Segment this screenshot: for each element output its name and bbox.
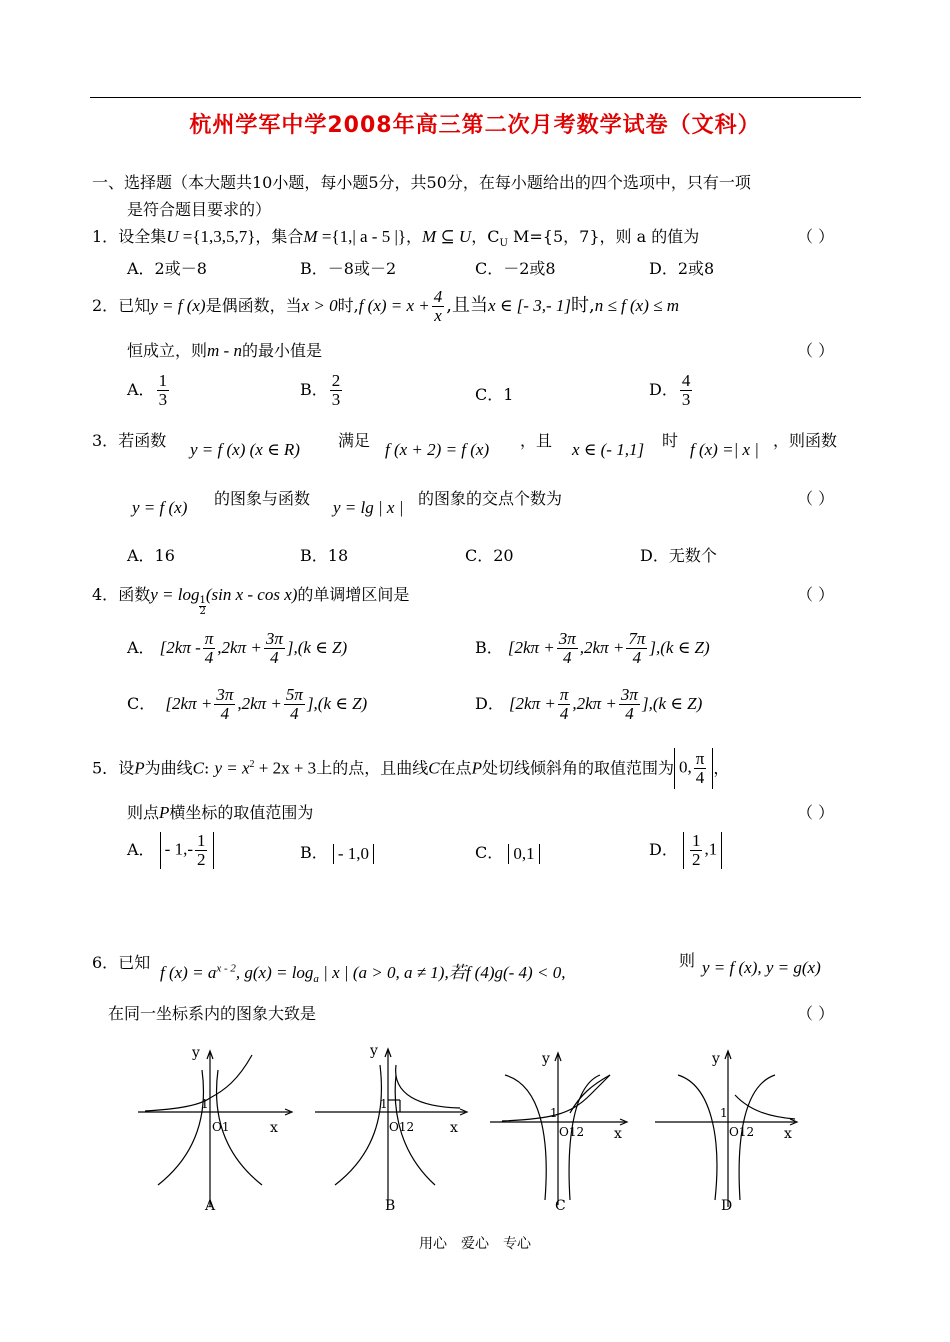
question-1: 1．设全集U ={1,3,5,7}，集合M ={1,| a - 5 |}，M ⊆ U，$C_U$ M={5，7}，则 a 的值为 xyxy=(92,227,700,250)
q3-option-a[interactable]: A．16 xyxy=(127,546,175,565)
q3-option-c[interactable]: C．20 xyxy=(465,546,514,565)
graph-c-y-label: y xyxy=(542,1051,550,1067)
q5-option-c[interactable]: C． 0,1 xyxy=(475,840,540,864)
question-4: 4．函数y = log $\frac{1}{2}$ (sin x - cos x)的单调增区间是 xyxy=(92,585,410,617)
graph-c-origin: O12 xyxy=(559,1125,585,1139)
graph-d-y-label: y xyxy=(712,1051,720,1067)
page-title: 杭州学军中学2008年高三第二次月考数学试卷（文科） xyxy=(189,113,761,138)
q1-option-a[interactable]: A．2或－8 xyxy=(127,259,207,278)
answer-blank-3[interactable]: （ ） xyxy=(797,489,835,508)
section-header: 一、选择题（本大题共10小题，每小题5分，共50分，在每小题给出的四个选项中，只有一项 xyxy=(92,173,751,192)
question-2-cont: 恒成立，则m - n的最小值是 xyxy=(127,341,322,360)
graph-a-y-label: y xyxy=(192,1045,200,1061)
graph-d-exp-curve xyxy=(735,1095,795,1119)
answer-blank-2[interactable]: （ ） xyxy=(797,341,835,360)
graph-d xyxy=(655,1051,797,1207)
q3-expr-4: f (x) =| x | xyxy=(690,440,759,459)
page-footer: 用心 爱心 专心 xyxy=(419,1236,531,1252)
q3-text-2: 满足 xyxy=(338,431,371,450)
q3-expr-5: y = f (x) xyxy=(132,498,188,517)
q6-text-then: 则 xyxy=(679,951,696,970)
question-5: 5．设P为曲线C: $y = x^2 + 2x + 3$上的点，且曲线C在点P处切线倾斜角的取值范围为 0, $\frac{\pi}{4}$ ， xyxy=(92,749,730,788)
graph-d-log-left xyxy=(678,1075,717,1200)
graph-b-origin: O12 xyxy=(389,1120,415,1134)
graph-d-origin: O12 xyxy=(729,1125,755,1139)
answer-blank-5[interactable]: （ ） xyxy=(797,803,835,822)
q3-text-4: 时 xyxy=(662,431,679,450)
q4-option-a[interactable]: A． [2kπ - $\frac{\pi}{4}$ ,2kπ + $\frac{3\pi}{4}$ ],(k ∈ Z) xyxy=(127,629,348,667)
section-header-cont: 是符合题目要求的） xyxy=(127,200,272,219)
graph-a-label: A xyxy=(205,1198,216,1214)
q3-option-b[interactable]: B．18 xyxy=(300,546,349,565)
answer-blank-6[interactable]: （ ） xyxy=(797,1004,835,1023)
graph-c-label: C xyxy=(555,1198,566,1214)
q3-expr-6: y = lg | x | xyxy=(333,498,404,517)
question-6-expr: f $(x) = a^{x - 2}$, $g(x) = \log_a$ | x | (a > 0, a ≠ 1),若f (4)g(- 4) < 0, xyxy=(160,962,566,986)
q1-option-b[interactable]: B．－8或－2 xyxy=(300,259,397,278)
q3-text-3: ，且 xyxy=(520,431,553,450)
question-6-cont: 在同一坐标系内的图象大致是 xyxy=(108,1004,317,1023)
graph-d-label: D xyxy=(721,1198,733,1214)
q1-option-c[interactable]: C．－2或8 xyxy=(475,259,556,278)
q2-option-b[interactable]: B． $\frac{2}{3}$ xyxy=(300,371,341,409)
answer-blank-4[interactable]: （ ） xyxy=(797,585,835,604)
q3-text-7: 的图象的交点个数为 xyxy=(418,489,563,508)
q6-graphs xyxy=(130,1035,820,1220)
q3-expr-3: x ∈ (- 1,1] xyxy=(572,440,645,459)
q3-text-6: 的图象与函数 xyxy=(214,489,311,508)
top-rule xyxy=(90,97,861,98)
graph-b-label: B xyxy=(385,1198,396,1214)
graph-a-x-label: x xyxy=(270,1120,278,1136)
q2-option-d[interactable]: D． $\frac{4}{3}$ xyxy=(649,371,691,409)
graph-c-log-left xyxy=(505,1075,546,1200)
graph-a-log-left xyxy=(158,1070,203,1185)
question-6-num: 6．已知 xyxy=(92,953,151,972)
graph-b-exp-curve xyxy=(396,1065,460,1108)
graph-c-x-label: x xyxy=(614,1126,622,1142)
q4-option-c[interactable]: C． [2kπ + $\frac{3\pi}{4}$ ,2kπ + $\frac{5\pi}{4}$ ],(k ∈ Z) xyxy=(127,685,368,723)
q2-option-a[interactable]: A． $\frac{1}{3}$ xyxy=(127,371,168,409)
question-2: 2．已知y = f (x)是偶函数，当x > 0时,f (x) = x + $\frac{4}{x}$ ,且当x ∈ [- 3,- 1]时,n ≤ f (x) ≤ m xyxy=(92,287,679,325)
q3-text-5: ，则函数 xyxy=(773,431,838,450)
graph-b-y-label: y xyxy=(370,1043,378,1059)
question-3-num: 3．若函数 xyxy=(92,431,167,450)
graph-c-one: 1 xyxy=(550,1106,558,1120)
answer-blank-1[interactable]: （ ） xyxy=(797,227,835,246)
q4-option-b[interactable]: B． [2kπ + $\frac{3\pi}{4}$ ,2kπ + $\frac{7\pi}{4}$ ],(k ∈ Z) xyxy=(475,629,710,667)
q3-option-d[interactable]: D．无数个 xyxy=(640,546,717,565)
q3-expr-2: f (x + 2) = f (x) xyxy=(385,440,490,459)
graph-a-one: 1 xyxy=(201,1097,209,1111)
q4-option-d[interactable]: D． [2kπ + $\frac{\pi}{4}$ ,2kπ + $\frac{3\pi}{4}$ ],(k ∈ Z) xyxy=(475,685,703,723)
graph-b-one: 1 xyxy=(380,1097,388,1111)
question-5-cont: 则点P横坐标的取值范围为 xyxy=(127,803,314,822)
graph-b-log-left xyxy=(335,1065,381,1185)
q2-option-c[interactable]: C．1 xyxy=(475,385,514,404)
q1-option-d[interactable]: D．2或8 xyxy=(649,259,715,278)
graph-d-x-label: x xyxy=(784,1126,792,1142)
q5-option-a[interactable]: A． - 1,- $\frac{1}{2}$ xyxy=(127,832,214,869)
q5-option-d[interactable]: D． $\frac{1}{2}$ ,1 xyxy=(649,832,722,869)
q5-option-b[interactable]: B． - 1,0 xyxy=(300,840,374,864)
graph-a-exp-curve xyxy=(145,1055,252,1111)
q3-expr-1: y = f (x) (x ∈ R) xyxy=(190,440,300,459)
graph-d-one: 1 xyxy=(720,1106,728,1120)
q6-expr-2: y = f (x), y = g(x) xyxy=(702,958,821,977)
graph-a-origin: O1 xyxy=(212,1120,230,1134)
graph-b-x-label: x xyxy=(450,1120,458,1136)
